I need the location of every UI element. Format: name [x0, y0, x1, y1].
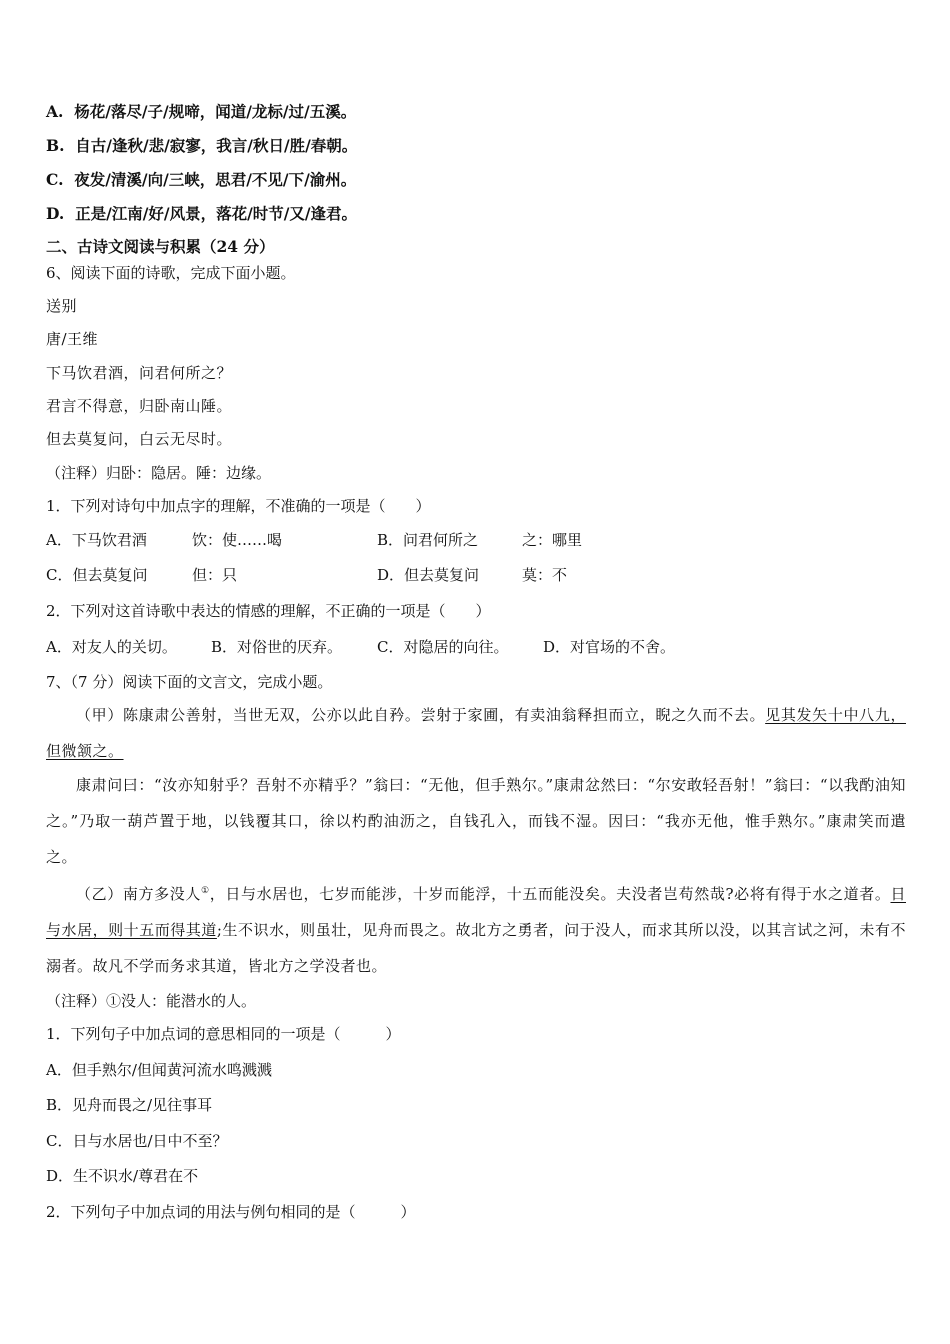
poem-line-1: 下马饮君酒，问君何所之？ — [46, 364, 233, 382]
q6-sub2-option-a: A．对友人的关切。 — [46, 638, 177, 656]
q6-sub1-option-a: A．下马饮君酒 — [46, 531, 147, 549]
q7-passage-yi: （乙）南方多没人①，日与水居也，七岁而能涉，十岁而能浮，十五而能没矣。夫没者岂苟然哉?必将有得于水之道者。日与水居，则十五而得其道;生不识水，则虽壮，见舟而畏之。故北方之勇者，问于没人，而求其所以没，以其言试之河，未有不溺者。故凡不学而务求其道，皆北方之学没者也。 — [46, 885, 906, 975]
q7-sub2-prompt: 2．下列句子中加点词的用法与例句相同的是（ ） — [46, 1203, 416, 1221]
q7-passage-jia-2: 康肃问曰：“汝亦知射乎？吾射不亦精乎？”翁曰：“无他，但手熟尔。”康肃忿然曰：“尔安敢轻吾射！”翁曰：“以我酌油知之。”乃取一葫芦置于地，以钱覆其口，徐以杓酌油沥之，自钱孔入，而钱不湿。因曰：“我亦无他，惟手熟尔。”康肃笑而遣之。 — [46, 776, 906, 866]
q5-option-d: D. 正是/江南/好/风景，落花/时节/又/逢君。 — [46, 204, 358, 223]
q6-sub1-option-b-gloss: 之：哪里 — [522, 531, 583, 549]
poem-line-2: 君言不得意，归卧南山陲。 — [46, 397, 233, 415]
q6-note: （注释）归卧：隐居。陲：边缘。 — [46, 464, 272, 482]
q6-sub1-option-a-gloss: 饮：使……喝 — [192, 531, 283, 549]
q7-sub1-option-c: C．日与水居也/日中不至？ — [46, 1132, 228, 1150]
q5-option-c: C. 夜发/清溪/向/三峡，思君/不见/下/渝州。 — [46, 170, 357, 189]
q6-sub1-option-d: D．但去莫复问 — [377, 566, 480, 584]
q7-sub1-option-d: D．生不识水/尊君在不 — [46, 1167, 199, 1185]
q5-option-b: B. 自古/逢秋/悲/寂寥，我言/秋日/胜/春朝。 — [46, 136, 358, 155]
q7-sub1-option-a: A．但手熟尔/但闻黄河流水鸣溅溅 — [46, 1061, 272, 1079]
q6-sub1-option-c-gloss: 但：只 — [192, 566, 238, 584]
q7-passage-jia-1: （甲）陈康肃公善射，当世无双，公亦以此自矜。尝射于家圃，有卖油翁释担而立，睨之久而不去。见其发矢十中八九，但微颔之。 — [46, 706, 906, 760]
q6-sub2-option-b: B．对俗世的厌弃。 — [211, 638, 343, 656]
poem-author: 唐/王维 — [46, 330, 99, 348]
q6-sub2-option-d: D．对官场的不舍。 — [543, 638, 676, 656]
footnote-marker: ① — [201, 886, 210, 896]
q6-sub2-prompt: 2．下列对这首诗歌中表达的情感的理解，不正确的一项是（ ） — [46, 602, 491, 620]
q7-prompt: 7、（7 分）阅读下面的文言文，完成小题。 — [46, 673, 333, 691]
q6-sub1-option-c: C．但去莫复问 — [46, 566, 148, 584]
q6-sub2-option-c: C．对隐居的向往。 — [377, 638, 509, 656]
q5-option-a: A. 杨花/落尽/子/规啼，闻道/龙标/过/五溪。 — [46, 102, 357, 121]
q6-sub1-prompt: 1．下列对诗句中加点字的理解，不准确的一项是（ ） — [46, 497, 431, 515]
q6-prompt: 6、阅读下面的诗歌，完成下面小题。 — [46, 264, 296, 282]
poem-line-3: 但去莫复问，白云无尽时。 — [46, 430, 233, 448]
poem-title: 送别 — [46, 297, 78, 315]
q7-yi-underlined-sentence: 日与水居，则十五而得其道 — [46, 885, 906, 939]
q7-sub1-option-b: B．见舟而畏之/见往事耳 — [46, 1096, 213, 1114]
q6-sub1-option-b: B．问君何所之 — [377, 531, 479, 549]
q6-sub1-option-d-gloss: 莫：不 — [522, 566, 568, 584]
q7-sub1-prompt: 1．下列句子中加点词的意思相同的一项是（ ） — [46, 1025, 401, 1043]
section-title: 二、古诗文阅读与积累（24 分） — [46, 237, 275, 256]
q7-note: （注释）①没人：能潜水的人。 — [46, 992, 257, 1010]
q7-jia-underlined-sentence: 见其发矢十中八九，但微颔之。 — [46, 706, 906, 760]
